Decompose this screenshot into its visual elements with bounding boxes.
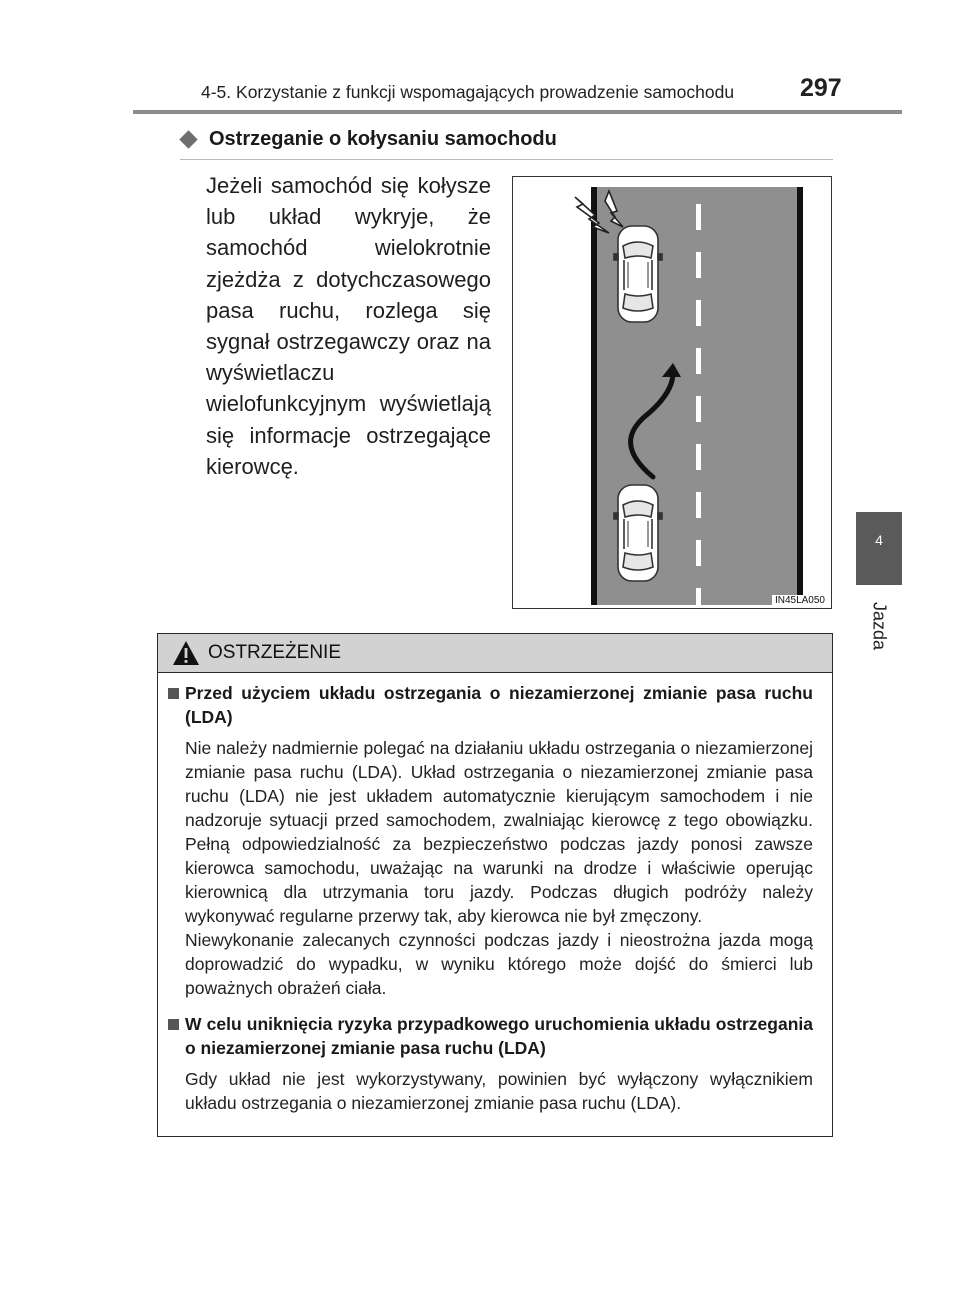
lane-dash — [696, 492, 701, 518]
lane-dash — [696, 300, 701, 326]
header-divider — [133, 110, 902, 114]
lane-dash — [696, 204, 701, 230]
diamond-bullet-icon — [179, 130, 197, 148]
warning-item-heading-text: W celu uniknięcia ryzyka przypadkowego uruchomienia układu ostrzegania o niezamierzonej zmianie pasa ruchu (LDA) — [185, 1014, 813, 1058]
warning-item-heading — [168, 1012, 813, 1060]
header-section-title: 4-5. Korzystanie z funkcji wspomagających prowadzenie samochodu — [201, 82, 735, 102]
warning-item-heading-text: Przed użyciem układu ostrzegania o niezamierzonej zmianie pasa ruchu (LDA) — [185, 683, 813, 727]
warning-title: OSTRZEŻENIE — [208, 642, 342, 663]
car-bottom-icon — [614, 485, 662, 581]
warning-triangle-icon — [172, 640, 200, 666]
chapter-tab — [856, 512, 902, 585]
section-heading — [180, 128, 557, 151]
warning-body — [158, 673, 832, 1115]
lane-dash — [696, 252, 701, 278]
road-diagram — [513, 177, 831, 608]
warning-header — [158, 634, 832, 673]
warning-item-heading — [168, 681, 813, 729]
warning-item — [168, 681, 813, 1000]
square-bullet-icon — [168, 688, 179, 699]
lane-dash — [696, 444, 701, 470]
chapter-name: Jazda — [869, 601, 890, 651]
lane-dash — [696, 348, 701, 374]
road-left-edge — [591, 187, 597, 605]
chapter-label — [857, 596, 901, 656]
warning-paragraph: Gdy układ nie jest wykorzystywany, powinien być wyłączony wyłącznikiem układu ostrzegania o niezamierzonej zmianie pasa ruchu (LDA). — [185, 1069, 813, 1113]
section-heading-text: Ostrzeganie o kołysaniu samochodu — [209, 128, 557, 150]
warning-paragraph: Niewykonanie zalecanych czynności podczas jazdy i nieostrożna jazda mogą doprowadzić do wypadku, w wyniku którego może dojść do śmierci lub poważnych obrażeń ciała. — [185, 930, 813, 998]
road-right-edge — [797, 187, 803, 605]
page-number: 297 — [800, 74, 842, 102]
car-top-icon — [614, 226, 662, 322]
warning-box — [157, 633, 833, 1137]
illustration-code: IN45LA050 — [772, 595, 828, 606]
lane-dash — [696, 540, 701, 566]
intro-paragraph: Jeżeli samochód się kołysze lub układ wykryje, że samochód wielokrotnie zjeżdża z dotychczasowego pasa ruchu, rozlega się sygnał ostrzegawczy oraz na wyświetlaczu wielofunkcyjnym wyświetlają się informacje ostrzegające kierowcę. — [206, 173, 491, 479]
lane-sway-illustration — [512, 176, 832, 609]
chapter-number: 4 — [875, 532, 883, 548]
lane-dash — [696, 396, 701, 422]
square-bullet-icon — [168, 1019, 179, 1030]
warning-item — [168, 1012, 813, 1115]
lane-center-dashes — [696, 204, 701, 605]
heading-divider — [180, 159, 833, 160]
warning-paragraph: Nie należy nadmiernie polegać na działaniu układu ostrzegania o niezamierzonej zmianie pasa ruchu (LDA). Układ ostrzegania o niezamierzonej zmianie pasa ruchu (LDA) nie jest układem automatycznie kierującym samochodem i nie nadzoruje sytuacji przed samochodem, zwalniając kierowcę z tego obowiązku. Pełną odpowiedzialność za bezpieczeństwo podczas jazdy ponosi zawsze kierowca samochodu, uważając na warunki na drodze i właściwie operując kierownicą dla utrzymania toru jazdy. Podczas długich podróży należy wykonywać regularne przerwy tak, aby kierowca nie był zmęczony. — [185, 738, 813, 926]
lane-dash — [696, 588, 701, 605]
